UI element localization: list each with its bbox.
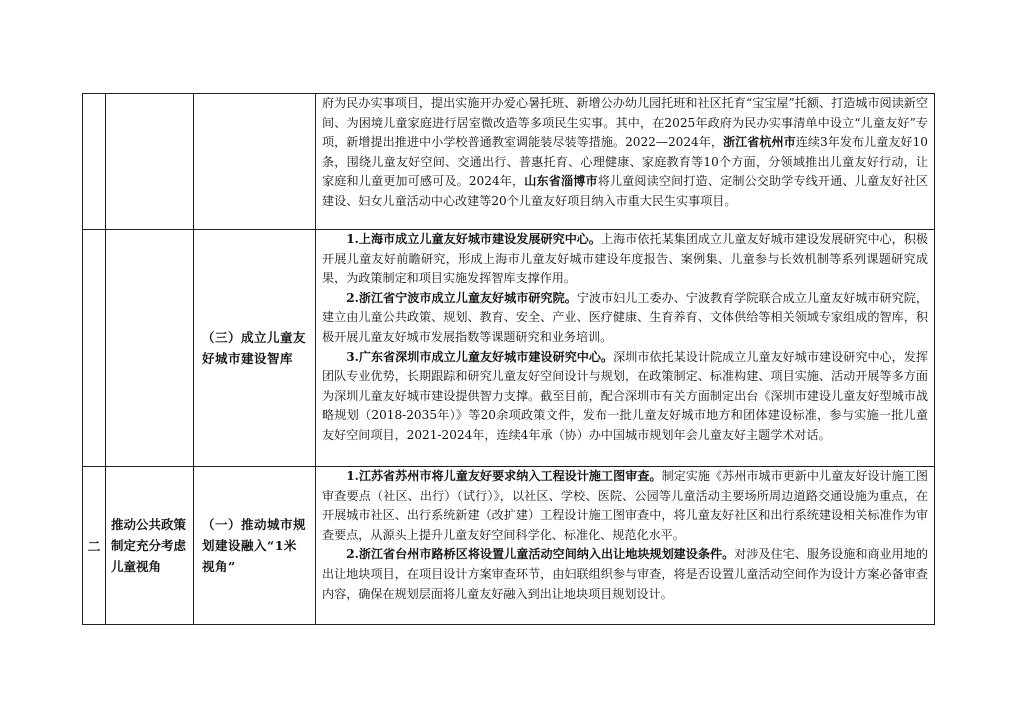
case-paragraph (322, 545, 928, 604)
case-title: 1.上海市成立儿童友好城市建设发展研究中心。 (346, 232, 602, 246)
case-title: 浙江省杭州市 (723, 135, 796, 150)
text-run: 府为民办实事项目，提出实施开办爱心暑托班、新增公办幼儿园托班和社区托育“宝宝屋”托额、打造城市阅读新空间、为困境儿童家庭进行居室微改造等多项民生实事。其中，在2025年政府为民办实事清单中设立“儿童友好”专项，新增提出推进中小学校普通教室调能装尽装等措施。2022—2024年， (322, 96, 928, 150)
content-cell (316, 230, 935, 467)
index-cell (83, 94, 106, 230)
text-run: 对涉及住宅、服务设施和商业用地的出让地块项目，在项目设计方案审查环节，由妇联组织参与审查，将是否设置儿童活动空间作为设计方案必备审查内容，确保在规划层面将儿童友好融入到出让地块项目规划设计。 (322, 547, 928, 601)
subcategory-cell: （一）推动城市规划建设融入“1米视角” (194, 467, 316, 625)
text-run: 深圳市依托某设计院成立儿童友好城市建设研究中心，发挥团队专业优势，长期跟踪和研究儿童友好空间设计与规划，在政策制定、标准构建、项目实施、活动开展等多方面为深圳儿童友好城市建设提供智力支撑。截至目前，配合深圳市有关方面制定出台《深圳市建设儿童友好型城市战略规划（2018-2035年）》等20余项政策文件，发布一批儿童友好城市地方和团体建设标准，参与实施一批儿童友好空间项目，2021-2024年，连续4年承（协）办中国城市规划年会儿童友好主题学术对话。 (322, 349, 928, 442)
text-run: 上海市依托某集团成立儿童友好城市建设发展研究中心，积极开展儿童友好前瞻研究，形成上海市儿童友好城市建设年度报告、案例集、儿童参与长效机制等系列课题研究成果，为政策制定和项目实施发挥智库支撑作用。 (322, 232, 928, 286)
case-title: 1.江苏省苏州市将儿童友好要求纳入工程设计施工图审查。 (346, 469, 662, 483)
case-title: 3.广东省深圳市成立儿童友好城市建设研究中心。 (346, 349, 614, 364)
case-paragraph (322, 289, 928, 348)
text-run: 宁波市妇儿工委办、宁波教育学院联合成立儿童友好城市研究院，建立由儿童公共政策、规划、教育、安全、产业、医疗健康、生育养育、文体供给等相关领域专家组成的智库，积极开展儿童友好城市发展指数等课题研究和业务培训。 (322, 290, 928, 344)
case-paragraph (322, 348, 928, 446)
case-title: 2.浙江省宁波市成立儿童友好城市研究院。 (346, 290, 577, 305)
policy-table (82, 93, 935, 625)
text-run: 将儿童阅读空间打造、定制公交助学专线开通、儿童友好社区建设、妇女儿童活动中心改建等20个儿童友好项目纳入市重大民生实事项目。 (322, 174, 928, 208)
case-paragraph (322, 467, 928, 545)
content-paragraph (322, 94, 928, 212)
content-cell (316, 94, 935, 230)
case-paragraph (322, 230, 928, 289)
table-row (83, 94, 935, 230)
category-cell: 推动公共政策制定充分考虑儿童视角 (106, 467, 194, 625)
case-title: 山东省淄博市 (524, 174, 598, 189)
case-title: 2.浙江省台州市路桥区将设置儿童活动空间纳入出让地块规划建设条件。 (346, 547, 735, 562)
subcategory-cell (194, 94, 316, 230)
index-cell (83, 230, 106, 467)
text-run: 制定实施《苏州市城市更新中儿童友好设计施工图审查要点（社区、出行）（试行）》，以社区、学校、医院、公园等儿童活动主要场所周边道路交通设施为重点，在开展城市社区、出行系统新建（改扩建）工程设计施工图审查中，将儿童友好社区和出行系统建设相关标准作为审查要点，从源头上提升儿童友好空间科学化、标准化、规范化水平。 (322, 469, 928, 542)
category-cell (106, 230, 194, 467)
table-row (83, 230, 935, 467)
text-run: 连续3年发布儿童友好10条，围绕儿童友好空间、交通出行、普惠托育、心理健康、家庭教育等10个方面，分领域推出儿童友好行动，让家庭和儿童更加可感可及。2024年， (322, 135, 928, 189)
subcategory-cell: （三）成立儿童友好城市建设智库 (194, 230, 316, 467)
category-cell (106, 94, 194, 230)
content-cell (316, 467, 935, 625)
table-row (83, 467, 935, 625)
index-cell: 二 (83, 467, 106, 625)
